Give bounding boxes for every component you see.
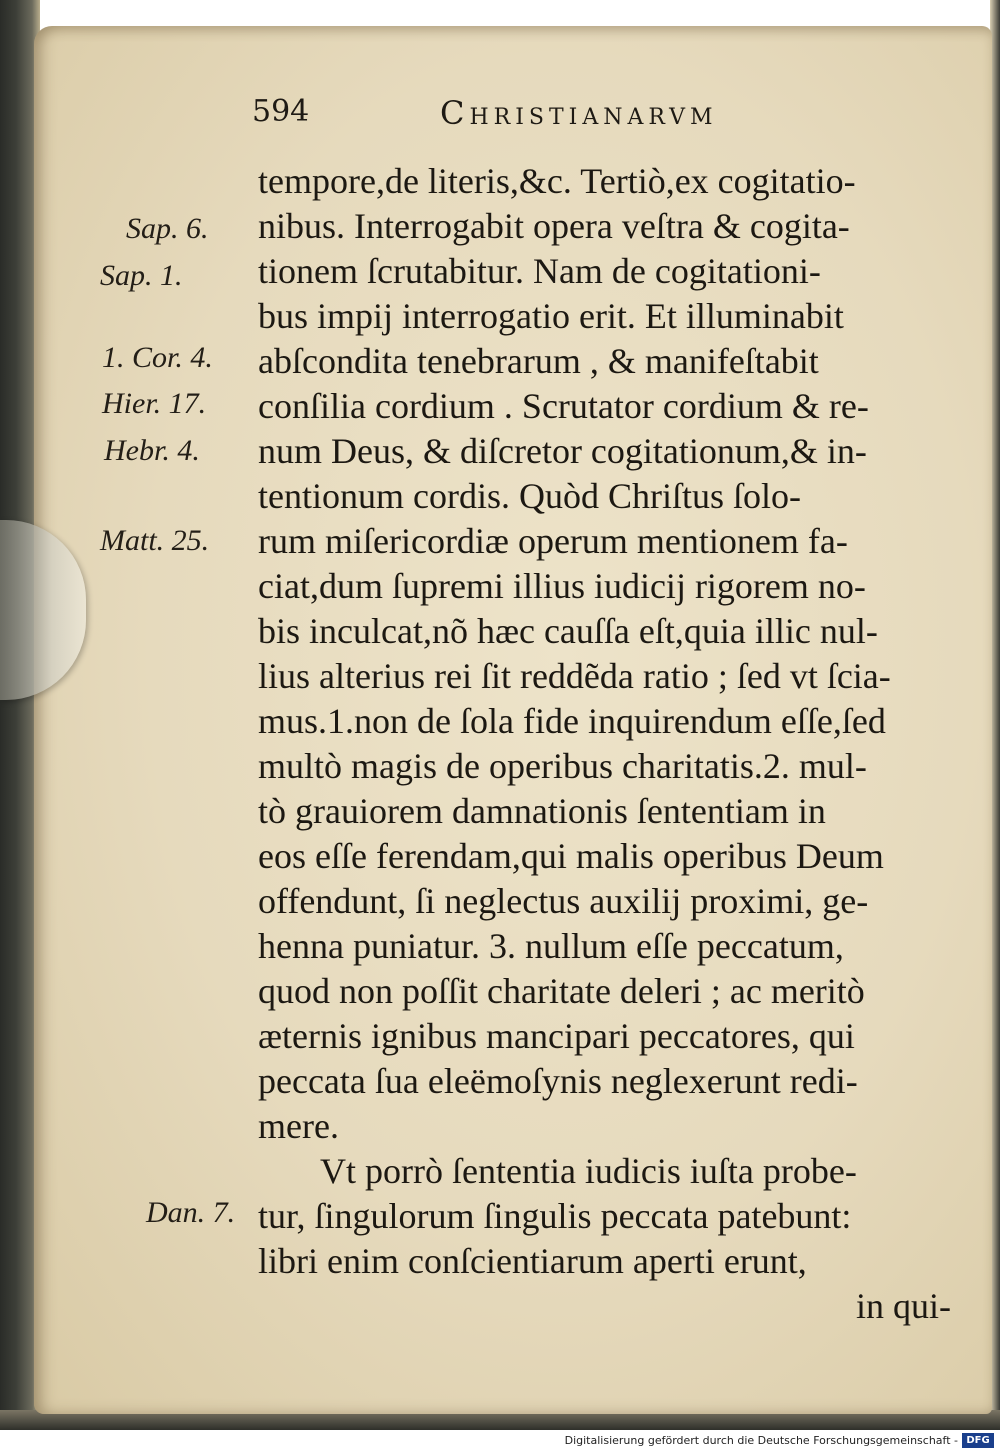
- text-line: quod non poſſit charitate deleri ; ac meritò: [258, 971, 865, 1011]
- text-line: abſcondita tenebrarum , & manifeſtabit: [258, 341, 819, 381]
- margin-note: Sap. 1.: [100, 259, 183, 292]
- text-line: bus impij interrogatio erit. Et illuminabit: [258, 296, 844, 336]
- margin-note: Sap. 6.: [126, 212, 209, 245]
- text-line: nibus. Interrogabit opera veſtra & cogita-: [258, 206, 850, 246]
- text-line: Vt porrò ſententia iudicis iuſta probe-: [320, 1151, 857, 1191]
- margin-note: 1. Cor. 4.: [102, 341, 213, 374]
- margin-note: Hebr. 4.: [104, 434, 200, 467]
- margin-note: Hier. 17.: [102, 387, 207, 420]
- text-line: tò grauiorem damnationis ſententiam in: [258, 791, 826, 831]
- text-line: mere.: [258, 1106, 339, 1146]
- text-line: offendunt, ſi neglectus auxilij proximi, ge-: [258, 881, 869, 921]
- text-line: peccata ſua eleëmoſynis neglexerunt redi-: [258, 1061, 858, 1101]
- text-line: tur, ſingulorum ſingulis peccata patebunt:: [258, 1196, 852, 1236]
- text-line: bis inculcat,nõ hæc cauſſa eſt,quia illic nul-: [258, 611, 878, 651]
- text-line: rum miſericordiæ operum mentionem fa-: [258, 521, 848, 561]
- text-line: lius alterius rei ſit reddẽda ratio ; ſed vt ſcia-: [258, 656, 891, 696]
- text-line: multò magis de operibus charitatis.2. mul-: [258, 746, 867, 786]
- text-line: tempore,de literis,&c. Tertiò,ex cogitatio-: [258, 161, 856, 201]
- running-head: Christianarvm: [440, 94, 718, 132]
- page-number: 594: [252, 94, 310, 129]
- margin-note: Dan. 7.: [146, 1196, 236, 1229]
- text-line: tionem ſcrutabitur. Nam de cogitationi-: [258, 251, 821, 291]
- dfg-logo: DFG: [962, 1433, 994, 1448]
- text-line: conſilia cordium . Scrutator cordium & re-: [258, 386, 869, 426]
- catchword: in qui-: [856, 1286, 951, 1326]
- text-line: libri enim conſcientiarum aperti erunt,: [258, 1241, 807, 1281]
- footer-credit: Digitalisierung gefördert durch die Deutsche Forschungsgemeinschaft -: [564, 1434, 958, 1447]
- digitization-footer: [0, 1430, 1000, 1452]
- margin-note: Matt. 25.: [100, 524, 210, 557]
- text-line: mus.1.non de ſola fide inquirendum eſſe,ſed: [258, 701, 886, 741]
- text-line: tentionum cordis. Quòd Chriſtus ſolo-: [258, 476, 801, 516]
- text-line: henna puniatur. 3. nullum eſſe peccatum,: [258, 926, 844, 966]
- text-line: eos eſſe ferendam,qui malis operibus Deum: [258, 836, 884, 876]
- text-line: num Deus, & diſcretor cogitationum,& in-: [258, 431, 867, 471]
- text-line: æternis ignibus mancipari peccatores, qui: [258, 1016, 855, 1056]
- text-line: ciat,dum ſupremi illius iudicij rigorem no-: [258, 566, 866, 606]
